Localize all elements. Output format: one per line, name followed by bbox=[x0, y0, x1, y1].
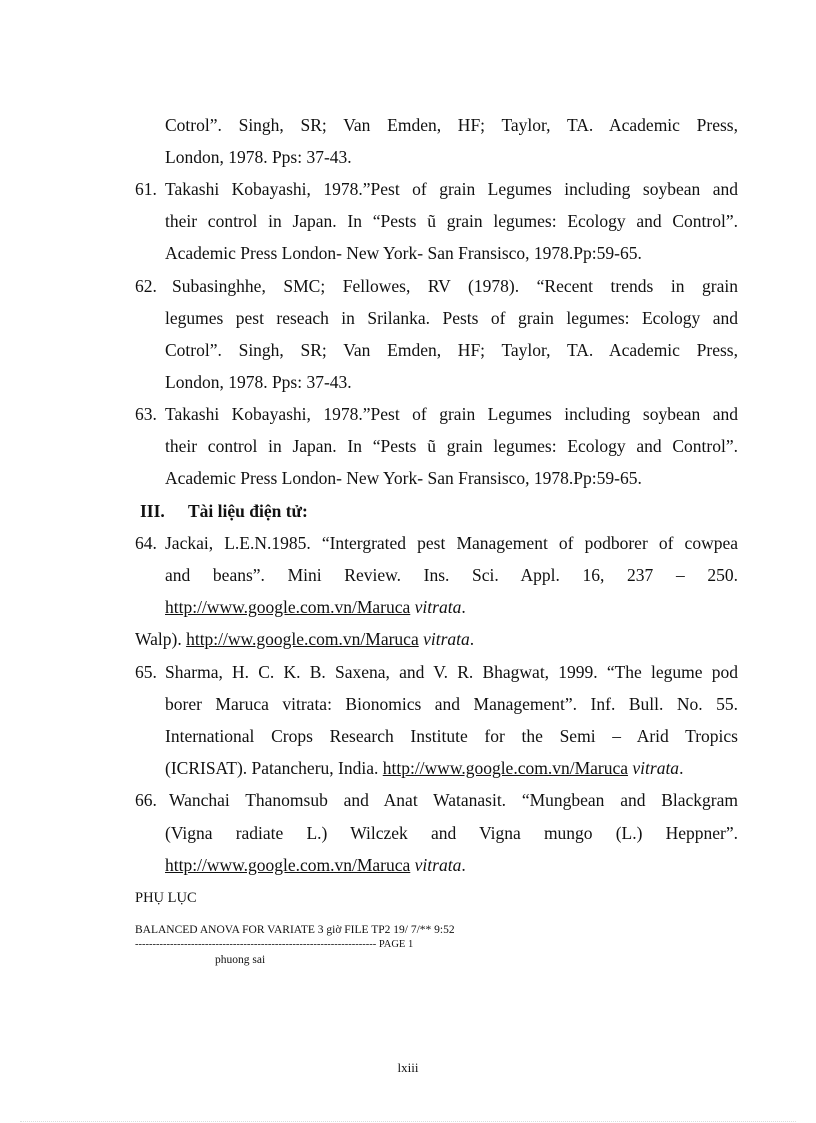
ref-64-tail: . bbox=[461, 597, 466, 617]
ref-66-line-1: Wanchai Thanomsub and Anat Watanasit. “Mungbean and Blackgram bbox=[169, 790, 738, 810]
ref-64-number: 64. bbox=[135, 533, 157, 553]
anova-dash-line: --------------------------------------------------------------------- PAGE 1 bbox=[135, 939, 414, 950]
ref-61-line-3: Academic Press London- New York- San Fransisco, 1978.Pp:59-65. bbox=[165, 243, 642, 263]
ref-63-line-3: Academic Press London- New York- San Fransisco, 1978.Pp:59-65. bbox=[165, 468, 642, 488]
page-number: lxiii bbox=[397, 1060, 419, 1075]
ref-65-link[interactable]: http://www.google.com.vn/Maruca bbox=[382, 758, 629, 778]
ref-64-italic: vitrata bbox=[414, 597, 462, 617]
ref-64-link[interactable]: http://www.google.com.vn/Maruca bbox=[165, 597, 411, 617]
ref-64-line-3 bbox=[165, 596, 466, 618]
ref-65-number: 65. bbox=[135, 662, 157, 682]
ref-64-line-1: Jackai, L.E.N.1985. “Intergrated pest Management of podborer of cowpea bbox=[165, 533, 738, 553]
page-bottom-divider bbox=[20, 1121, 796, 1122]
ref-66-italic: vitrata bbox=[414, 855, 462, 875]
section-3-roman: III. bbox=[140, 501, 165, 521]
ref-66-number: 66. bbox=[135, 790, 157, 810]
walp-italic: vitrata bbox=[423, 629, 470, 649]
anova-header-line: BALANCED ANOVA FOR VARIATE 3 giờ FILE TP2 19/ 7/** 9:52 bbox=[135, 924, 455, 936]
ref-61-line-2: their control in Japan. In “Pests ũ grain legumes: Ecology and Control”. bbox=[165, 211, 738, 231]
ref-62-line-1: Subasinghhe, SMC; Fellowes, RV (1978). “Recent trends in grain bbox=[172, 276, 738, 296]
ref-65-italic: vitrata bbox=[632, 758, 680, 778]
ref-65-line-3: International Crops Research Institute for the Semi – Arid Tropics bbox=[165, 726, 738, 746]
ref-66-line-3 bbox=[165, 854, 466, 876]
ref-61-line-1: Takashi Kobayashi, 1978.”Pest of grain Legumes including soybean and bbox=[165, 179, 738, 199]
walp-line bbox=[135, 628, 474, 650]
ref-64-line-2: and beans”. Mini Review. Ins. Sci. Appl. 16, 237 – 250. bbox=[165, 565, 738, 585]
ref-60-line-1: Cotrol”. Singh, SR; Van Emden, HF; Taylor, TA. Academic Press, bbox=[165, 115, 738, 135]
ref-63-line-1: Takashi Kobayashi, 1978.”Pest of grain Legumes including soybean and bbox=[165, 404, 738, 424]
ref-62-line-4: London, 1978. Pps: 37-43. bbox=[165, 372, 352, 392]
ref-65-line-2: borer Maruca vitrata: Bionomics and Management”. Inf. Bull. No. 55. bbox=[165, 694, 738, 714]
anova-label: phuong sai bbox=[215, 954, 266, 966]
ref-62-line-2: legumes pest reseach in Srilanka. Pests of grain legumes: Ecology and bbox=[165, 308, 738, 328]
ref-63-number: 63. bbox=[135, 404, 157, 424]
ref-62-line-3: Cotrol”. Singh, SR; Van Emden, HF; Taylor, TA. Academic Press, bbox=[165, 340, 738, 360]
appendix-title: PHỤ LỤC bbox=[135, 890, 197, 906]
ref-65-text: (ICRISAT). Patancheru, India. bbox=[165, 758, 379, 778]
ref-66-line-2: (Vigna radiate L.) Wilczek and Vigna mungo (L.) Heppner”. bbox=[165, 823, 738, 843]
ref-61-number: 61. bbox=[135, 179, 157, 199]
walp-tail: . bbox=[469, 629, 475, 649]
walp-prefix: Walp). bbox=[135, 629, 182, 649]
ref-60-line-2: London, 1978. Pps: 37-43. bbox=[165, 147, 352, 167]
section-3-title: Tài liệu điện tử: bbox=[188, 501, 308, 521]
ref-65-line-4 bbox=[165, 757, 683, 779]
ref-62-number: 62. bbox=[135, 276, 157, 296]
ref-66-tail: . bbox=[461, 855, 466, 875]
walp-link[interactable]: http://ww.google.com.vn/Maruca bbox=[186, 629, 419, 649]
ref-63-line-2: their control in Japan. In “Pests ũ grain legumes: Ecology and Control”. bbox=[165, 436, 738, 456]
ref-65-line-1: Sharma, H. C. K. B. Saxena, and V. R. Bhagwat, 1999. “The legume pod bbox=[165, 662, 738, 682]
ref-66-link[interactable]: http://www.google.com.vn/Maruca bbox=[165, 855, 411, 875]
ref-65-tail: . bbox=[679, 758, 684, 778]
